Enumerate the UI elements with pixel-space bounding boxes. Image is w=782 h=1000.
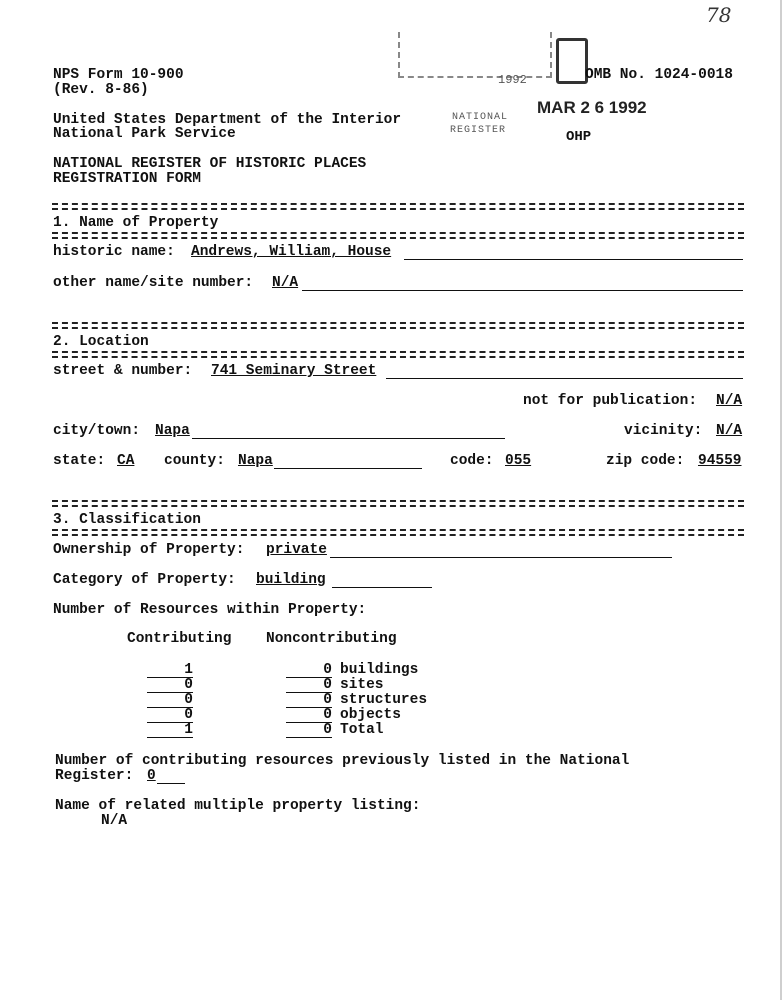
- noncontributing-count: 0: [286, 678, 332, 693]
- not-for-publication-label: not for publication:: [523, 393, 698, 409]
- stamp-register-line1: NATIONAL: [452, 112, 509, 123]
- county-value: Napa: [238, 453, 273, 469]
- section-divider: [52, 322, 744, 329]
- noncontributing-count: 0: [286, 708, 332, 723]
- register-label: Register:: [55, 768, 134, 784]
- historic-name-label: historic name:: [53, 244, 175, 260]
- section-divider: [52, 529, 744, 536]
- city-line: [192, 438, 505, 439]
- other-name-line: [302, 290, 743, 291]
- noncontributing-total: 0: [286, 723, 332, 738]
- other-name-value: N/A: [272, 275, 299, 291]
- document-title: NATIONAL REGISTER OF HISTORIC PLACES: [53, 156, 367, 172]
- ownership-value: private: [266, 542, 327, 558]
- street-label: street & number:: [53, 363, 193, 379]
- contributing-total: 1: [147, 723, 193, 738]
- related-listing-label: Name of related multiple property listing:: [55, 798, 421, 814]
- column-contributing: Contributing: [127, 631, 232, 647]
- city-label: city/town:: [53, 423, 141, 439]
- column-noncontributing: Noncontributing: [266, 631, 397, 647]
- category-value: building: [256, 572, 326, 588]
- state-label: state:: [53, 453, 106, 469]
- stamp-date: MAR 2 6 1992: [537, 98, 647, 117]
- previously-listed-value: 0: [147, 768, 156, 784]
- received-stamp-box: [398, 32, 552, 78]
- county-label: county:: [164, 453, 225, 469]
- contributing-count: 0: [147, 708, 193, 723]
- resource-type-label: sites: [340, 677, 384, 693]
- historic-name-value: Andrews, William, House: [191, 244, 392, 260]
- document-subtitle: REGISTRATION FORM: [53, 171, 201, 187]
- contributing-count: 1: [147, 663, 193, 678]
- ownership-line: [330, 557, 672, 558]
- section-divider: [52, 351, 744, 358]
- section-3-heading: 3. Classification: [53, 512, 201, 528]
- city-value: Napa: [155, 423, 190, 439]
- vicinity-value: N/A: [716, 423, 743, 439]
- not-for-publication-value: N/A: [716, 393, 743, 409]
- section-divider: [52, 500, 744, 507]
- county-line: [274, 468, 422, 469]
- other-name-label: other name/site number:: [53, 275, 254, 291]
- previously-listed-label: Number of contributing resources previously listed in the National: [55, 753, 630, 769]
- section-divider: [52, 232, 744, 239]
- street-line: [386, 378, 743, 379]
- code-value: 055: [505, 453, 532, 469]
- resources-label: Number of Resources within Property:: [53, 602, 367, 618]
- corner-handwritten-note: 78: [706, 3, 732, 27]
- stamp-ohp: OHP: [566, 130, 592, 141]
- ownership-label: Ownership of Property:: [53, 542, 245, 558]
- vicinity-label: vicinity:: [624, 423, 703, 439]
- resource-type-label: buildings: [340, 662, 419, 678]
- section-divider: [52, 203, 744, 210]
- stamp-mark: [556, 38, 588, 84]
- noncontributing-count: 0: [286, 663, 332, 678]
- resource-total-label: Total: [340, 722, 384, 738]
- section-2-heading: 2. Location: [53, 334, 149, 350]
- previously-listed-line: [157, 783, 185, 784]
- zip-label: zip code:: [606, 453, 685, 469]
- street-value: 741 Seminary Street: [211, 363, 377, 379]
- contributing-count: 0: [147, 693, 193, 708]
- category-line: [332, 587, 432, 588]
- zip-value: 94559: [698, 453, 742, 469]
- stamp-register-line2: REGISTER: [450, 125, 507, 136]
- resource-type-label: objects: [340, 707, 401, 723]
- historic-name-line: [404, 259, 743, 260]
- resource-type-label: structures: [340, 692, 428, 708]
- contributing-count: 0: [147, 678, 193, 693]
- category-label: Category of Property:: [53, 572, 236, 588]
- stamp-year: 1992: [498, 73, 527, 87]
- agency-department: United States Department of the Interior: [53, 112, 402, 128]
- omb-number: OMB No. 1024-0018: [585, 67, 733, 83]
- agency-service: National Park Service: [53, 126, 236, 142]
- state-value: CA: [117, 453, 135, 469]
- form-revision: (Rev. 8-86): [53, 82, 149, 98]
- section-1-heading: 1. Name of Property: [53, 215, 219, 231]
- code-label: code:: [450, 453, 494, 469]
- noncontributing-count: 0: [286, 693, 332, 708]
- form-number: NPS Form 10-900: [53, 67, 184, 83]
- related-listing-value: N/A: [101, 813, 128, 829]
